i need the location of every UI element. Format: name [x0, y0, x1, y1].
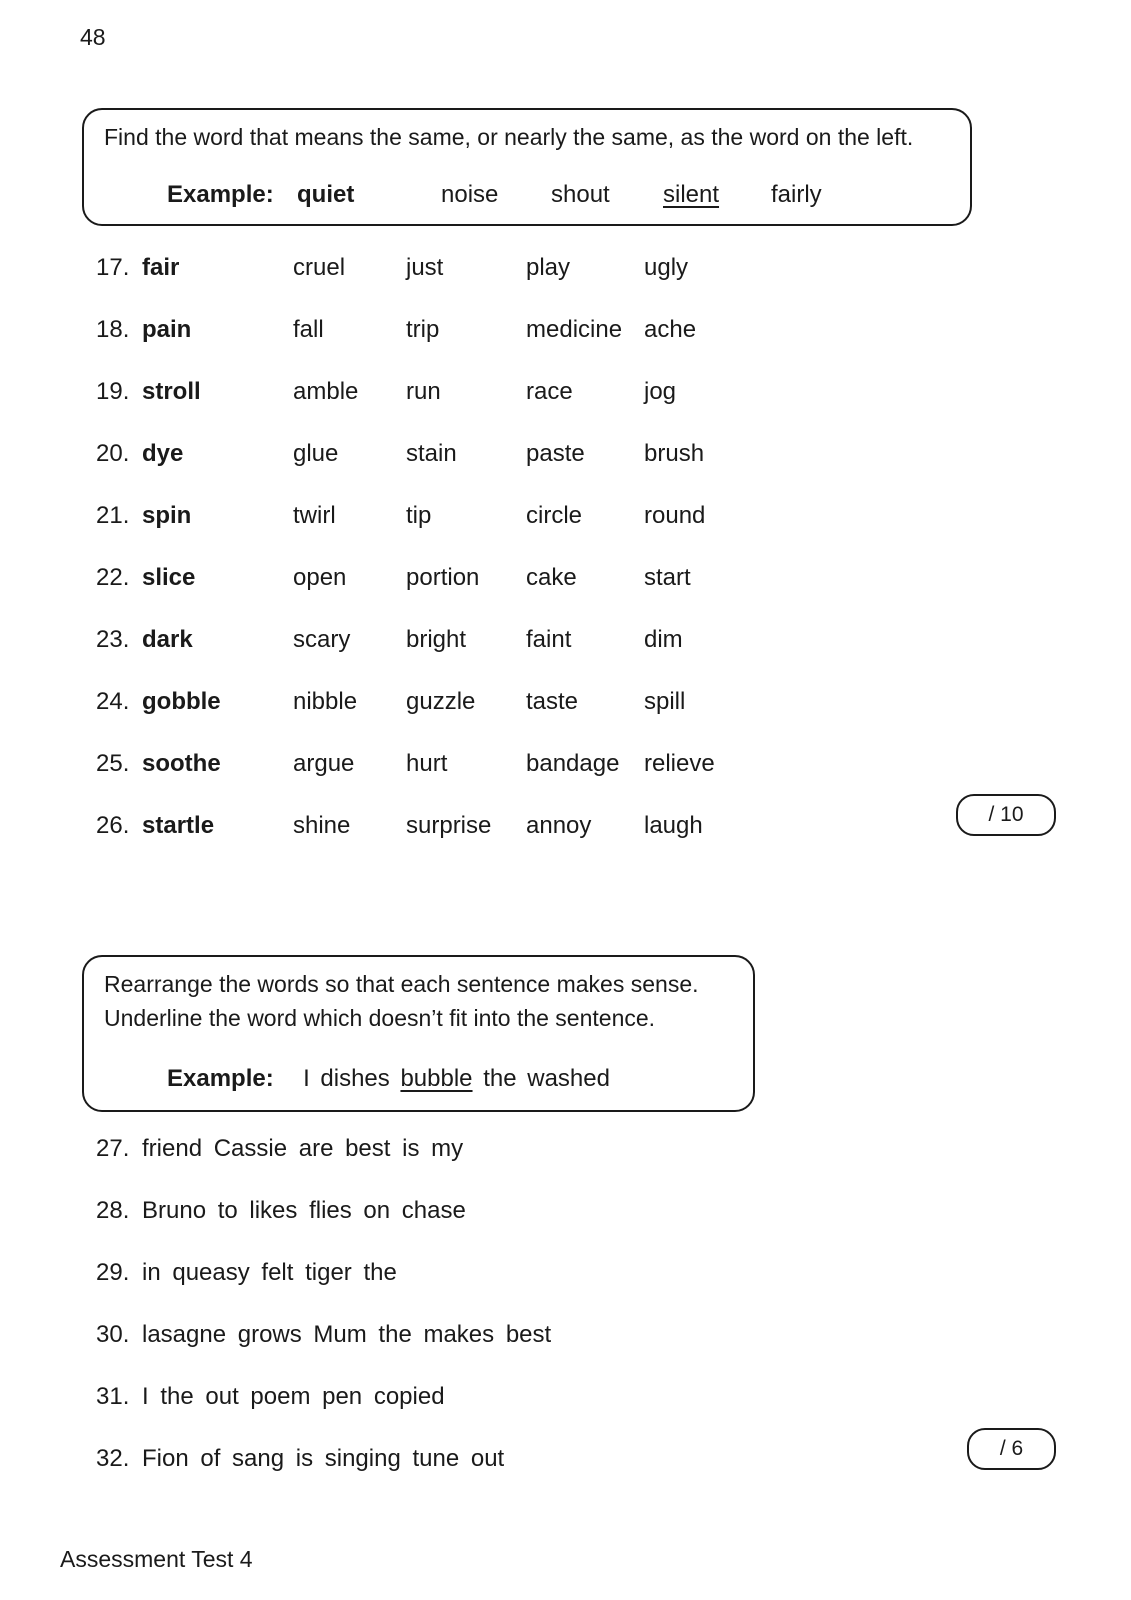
example-word: quiet — [297, 181, 355, 208]
rearrange-question-row — [96, 1321, 551, 1349]
question-number: 20. — [96, 440, 130, 467]
answer-option[interactable]: faint — [526, 626, 572, 653]
answer-option[interactable]: glue — [293, 440, 339, 467]
answer-option[interactable]: scary — [293, 626, 351, 653]
question-number: 32. — [96, 1445, 130, 1472]
question-number: 22. — [96, 564, 130, 591]
example-option: shout — [551, 181, 610, 208]
question-number: 18. — [96, 316, 130, 343]
answer-option[interactable]: race — [526, 378, 573, 405]
answer-option[interactable]: twirl — [293, 502, 336, 529]
example-option: fairly — [771, 181, 822, 208]
answer-option[interactable]: bandage — [526, 750, 620, 777]
answer-option[interactable]: round — [644, 502, 706, 529]
answer-option[interactable]: fall — [293, 316, 324, 343]
answer-option[interactable]: annoy — [526, 812, 592, 839]
question-word: slice — [142, 564, 196, 591]
score-box-rearrange: / 6 — [967, 1428, 1056, 1470]
answer-option[interactable]: spill — [644, 688, 686, 715]
answer-option[interactable]: open — [293, 564, 347, 591]
answer-option[interactable]: jog — [644, 378, 677, 405]
question-number: 17. — [96, 254, 130, 281]
synonym-example — [0, 181, 1131, 215]
question-word: soothe — [142, 750, 221, 777]
example-word: the — [483, 1065, 517, 1092]
question-number: 25. — [96, 750, 130, 777]
answer-option[interactable]: start — [644, 564, 691, 591]
question-word: fair — [142, 254, 180, 281]
answer-option[interactable]: argue — [293, 750, 355, 777]
answer-option[interactable]: ache — [644, 316, 697, 343]
example-word: I — [303, 1065, 310, 1092]
question-word: pain — [142, 316, 192, 343]
question-number: 23. — [96, 626, 130, 653]
scrambled-sentence[interactable]: in queasy felt tiger the — [142, 1259, 397, 1286]
question-word: spin — [142, 502, 192, 529]
example-label: Example: — [167, 181, 274, 208]
answer-option[interactable]: brush — [644, 440, 705, 467]
question-word: gobble — [142, 688, 221, 715]
answer-option[interactable]: guzzle — [406, 688, 476, 715]
question-word: startle — [142, 812, 215, 839]
rearrange-question-row — [96, 1197, 466, 1225]
rearrange-question-row — [96, 1445, 504, 1473]
scrambled-sentence[interactable]: lasagne grows Mum the makes best — [142, 1321, 552, 1348]
rearrange-example — [167, 1065, 610, 1093]
answer-option[interactable]: run — [406, 378, 441, 405]
question-number: 30. — [96, 1321, 130, 1348]
answer-option[interactable]: paste — [526, 440, 585, 467]
scrambled-sentence[interactable]: I the out poem pen copied — [142, 1383, 445, 1410]
example-word: washed — [527, 1065, 610, 1092]
scrambled-sentence[interactable]: Fion of sang is singing tune out — [142, 1445, 505, 1472]
answer-option[interactable]: surprise — [406, 812, 492, 839]
example-extra-word-underlined: bubble — [400, 1065, 473, 1092]
question-number: 26. — [96, 812, 130, 839]
answer-option[interactable]: play — [526, 254, 571, 281]
question-number: 27. — [96, 1135, 130, 1162]
question-word: dye — [142, 440, 184, 467]
rearrange-question-row — [96, 1135, 463, 1163]
rearrange-question-row — [96, 1259, 397, 1287]
question-number: 19. — [96, 378, 130, 405]
answer-option[interactable]: tip — [406, 502, 432, 529]
rearrange-instruction-line-2: Underline the word which doesn’t fit into the sentence. — [104, 1005, 656, 1031]
answer-option[interactable]: circle — [526, 502, 583, 529]
answer-option[interactable]: ugly — [644, 254, 689, 281]
page-number: 48 — [80, 24, 106, 50]
synonym-instruction: Find the word that means the same, or nearly the same, as the word on the left. — [104, 124, 914, 150]
question-number: 29. — [96, 1259, 130, 1286]
score-box-synonyms: / 10 — [956, 794, 1056, 836]
example-word: dishes — [320, 1065, 390, 1092]
answer-option[interactable]: taste — [526, 688, 579, 715]
question-number: 28. — [96, 1197, 130, 1224]
footer-title: Assessment Test 4 — [60, 1546, 253, 1572]
answer-option[interactable]: nibble — [293, 688, 358, 715]
rearrange-question-row — [96, 1383, 445, 1411]
answer-option[interactable]: shine — [293, 812, 351, 839]
example-answer-underlined: silent — [663, 181, 720, 208]
answer-option[interactable]: portion — [406, 564, 480, 591]
answer-option[interactable]: hurt — [406, 750, 448, 777]
example-label: Example: — [167, 1065, 274, 1092]
scrambled-sentence[interactable]: friend Cassie are best is my — [142, 1135, 464, 1162]
question-number: 31. — [96, 1383, 130, 1410]
example-option: noise — [441, 181, 499, 208]
answer-option[interactable]: relieve — [644, 750, 715, 777]
answer-option[interactable]: bright — [406, 626, 467, 653]
answer-option[interactable]: just — [406, 254, 444, 281]
answer-option[interactable]: stain — [406, 440, 457, 467]
question-number: 21. — [96, 502, 130, 529]
answer-option[interactable]: trip — [406, 316, 440, 343]
question-word: dark — [142, 626, 193, 653]
question-number: 24. — [96, 688, 130, 715]
answer-option[interactable]: cruel — [293, 254, 346, 281]
answer-option[interactable]: medicine — [526, 316, 623, 343]
rearrange-instruction-line-1: Rearrange the words so that each sentence makes sense. — [104, 971, 699, 997]
answer-option[interactable]: laugh — [644, 812, 703, 839]
answer-option[interactable]: dim — [644, 626, 683, 653]
question-word: stroll — [142, 378, 201, 405]
answer-option[interactable]: amble — [293, 378, 359, 405]
scrambled-sentence[interactable]: Bruno to likes flies on chase — [142, 1197, 466, 1224]
answer-option[interactable]: cake — [526, 564, 577, 591]
